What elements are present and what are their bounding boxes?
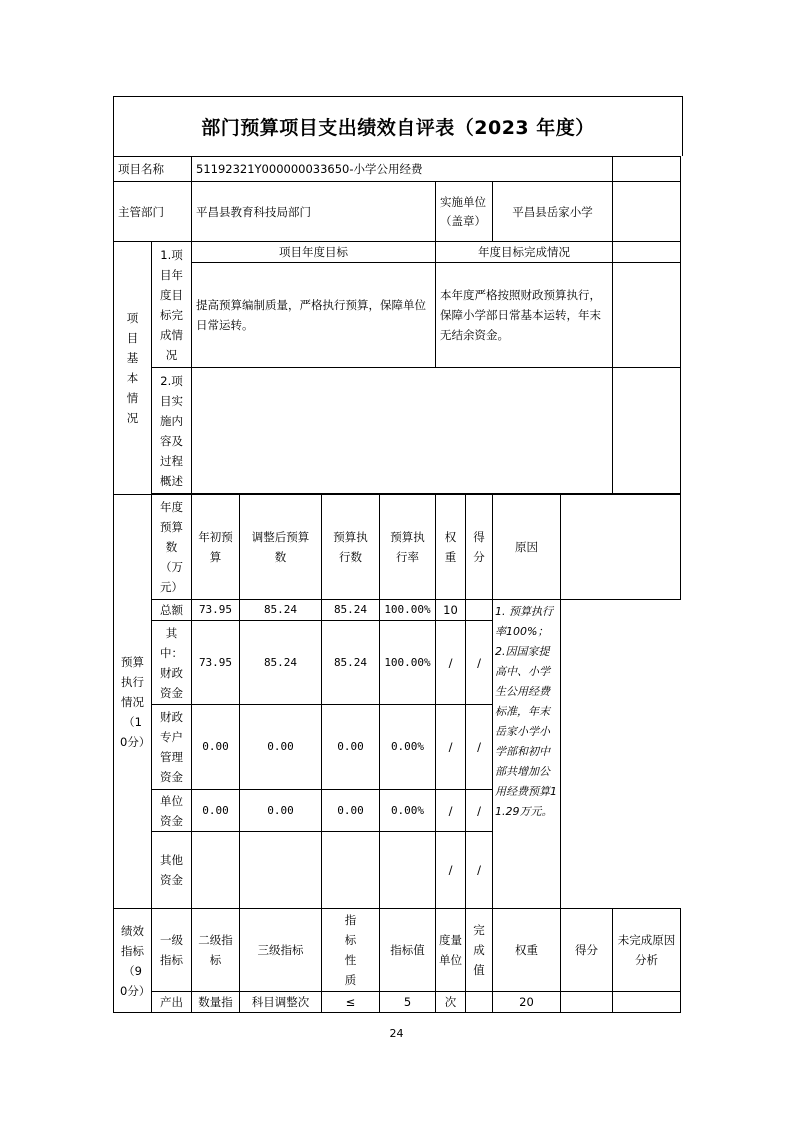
evaluation-table	[113, 156, 681, 1013]
department-row	[114, 182, 681, 242]
perf-score-header: 得分	[561, 909, 613, 992]
budget-rate-value: 0.00%	[380, 790, 436, 832]
perf-header-row	[114, 909, 681, 992]
budget-row-label: 总额	[152, 600, 192, 621]
budget-section-label: 预算执行情况（10分）	[114, 495, 152, 909]
dept-label: 主管部门	[114, 182, 192, 242]
goal-label: 1.项目年度目标完成情况	[152, 242, 192, 368]
perf-nature-value: ≤	[322, 992, 380, 1013]
budget-amount-header: 年度预算数（万元）	[152, 495, 192, 600]
empty-cell	[613, 368, 681, 494]
perf-section-label: 绩效指标（90分）	[114, 909, 152, 1013]
budget-adjusted-value	[240, 832, 322, 909]
perf-unit-header: 度量单位	[436, 909, 466, 992]
budget-weight-value: /	[436, 790, 466, 832]
perf-row	[114, 992, 681, 1013]
budget-row-label: 财政专户管理资金	[152, 705, 192, 790]
budget-initial-value	[192, 832, 240, 909]
budget-weight-value: /	[436, 705, 466, 790]
budget-adjusted-value: 85.24	[240, 600, 322, 621]
impl-text	[192, 368, 613, 494]
budget-score-value	[466, 600, 493, 621]
perf-level3-value: 科目调整次	[240, 992, 322, 1013]
goal-content-row	[114, 263, 681, 368]
budget-score-value: /	[466, 705, 493, 790]
budget-initial-value: 73.95	[192, 621, 240, 705]
empty-cell	[613, 242, 681, 263]
budget-rate-value	[380, 832, 436, 909]
budget-initial-value: 73.95	[192, 600, 240, 621]
perf-level2-header: 二级指标	[192, 909, 240, 992]
goal-header-row	[114, 242, 681, 263]
budget-adjusted-header: 调整后预算数	[240, 495, 322, 600]
project-name-value: 51192321Y000000033650-小学公用经费	[192, 157, 613, 182]
basic-info-label: 项目基本情况	[114, 242, 152, 495]
goal-completion-text: 本年度严格按照财政预算执行，保障小学部日常基本运转，年末无结余资金。	[436, 263, 613, 368]
dept-value: 平昌县教育科技局部门	[192, 182, 436, 242]
budget-rate-header: 预算执行率	[380, 495, 436, 600]
budget-adjusted-value: 0.00	[240, 790, 322, 832]
budget-header-row	[114, 495, 681, 600]
perf-level1-value: 产出	[152, 992, 192, 1013]
perf-completed-header: 完成值	[466, 909, 493, 992]
budget-weight-value: /	[436, 832, 466, 909]
budget-weight-header: 权重	[436, 495, 466, 600]
budget-executed-value	[322, 832, 380, 909]
perf-weight-header: 权重	[493, 909, 561, 992]
budget-row	[114, 600, 681, 621]
perf-value-header: 指标值	[380, 909, 436, 992]
budget-initial-value: 0.00	[192, 790, 240, 832]
budget-score-value: /	[466, 621, 493, 705]
budget-executed-value: 0.00	[322, 790, 380, 832]
budget-initial-value: 0.00	[192, 705, 240, 790]
project-name-label: 项目名称	[114, 157, 192, 182]
impl-unit-label: 实施单位（盖章）	[436, 182, 493, 242]
budget-rate-value: 0.00%	[380, 705, 436, 790]
goal-completion-header: 年度目标完成情况	[436, 242, 613, 263]
budget-score-value: /	[466, 832, 493, 909]
title-box	[113, 96, 683, 156]
budget-initial-header: 年初预算	[192, 495, 240, 600]
budget-score-value: /	[466, 790, 493, 832]
budget-executed-header: 预算执行数	[322, 495, 380, 600]
perf-weight-value: 20	[493, 992, 561, 1013]
budget-reason-text: 1. 预算执行率100%；2.因国家提高中、小学生公用经费标准，年末岳家小学小学部和初中部共增加公用经费预算11.29万元。	[493, 600, 561, 909]
implementation-row	[114, 368, 681, 494]
budget-executed-value: 0.00	[322, 705, 380, 790]
empty-cell	[561, 495, 681, 600]
perf-unit-value: 次	[436, 992, 466, 1013]
perf-score-value	[561, 992, 613, 1013]
impl-unit-value: 平昌县岳家小学	[493, 182, 613, 242]
budget-reason-header: 原因	[493, 495, 561, 600]
page-title: 部门预算项目支出绩效自评表（2023 年度）	[201, 117, 595, 139]
perf-reason-value	[613, 992, 681, 1013]
perf-level3-header: 三级指标	[240, 909, 322, 992]
annual-goal-header: 项目年度目标	[192, 242, 436, 263]
empty-cell	[613, 263, 681, 368]
budget-score-header: 得分	[466, 495, 493, 600]
perf-value-value: 5	[380, 992, 436, 1013]
budget-rate-value: 100.00%	[380, 600, 436, 621]
annual-goal-text: 提高预算编制质量，严格执行预算，保障单位日常运转。	[192, 263, 436, 368]
budget-executed-value: 85.24	[322, 621, 380, 705]
budget-row-label: 其中：财政资金	[152, 621, 192, 705]
budget-executed-value: 85.24	[322, 600, 380, 621]
budget-row-label: 其他资金	[152, 832, 192, 909]
perf-level1-header: 一级指标	[152, 909, 192, 992]
page-number: 24	[389, 1027, 404, 1040]
budget-weight-value: /	[436, 621, 466, 705]
budget-rate-value: 100.00%	[380, 621, 436, 705]
impl-label: 2.项目实施内容及过程概述	[152, 368, 192, 494]
budget-adjusted-value: 85.24	[240, 621, 322, 705]
empty-cell	[613, 157, 681, 182]
budget-adjusted-value: 0.00	[240, 705, 322, 790]
empty-cell	[613, 182, 681, 242]
perf-nature-header: 指标性质	[322, 909, 380, 992]
empty-cell	[561, 600, 681, 909]
budget-weight-value: 10	[436, 600, 466, 621]
perf-completed-value	[466, 992, 493, 1013]
project-name-row	[114, 157, 681, 182]
budget-row-label: 单位资金	[152, 790, 192, 832]
perf-level2-value: 数量指	[192, 992, 240, 1013]
perf-reason-header: 未完成原因分析	[613, 909, 681, 992]
